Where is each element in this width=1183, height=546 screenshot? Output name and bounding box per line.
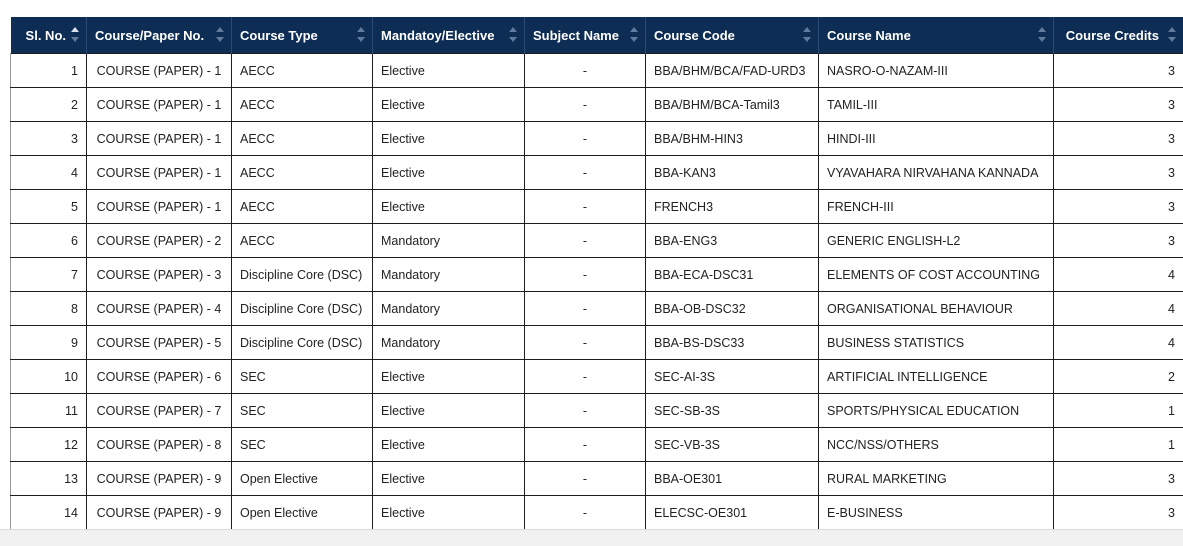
cell-sl-no: 7: [11, 258, 87, 292]
cell-subject-name: -: [525, 326, 646, 360]
cell-course-paper-no: COURSE (PAPER) - 1: [87, 190, 232, 224]
cell-course-type: Open Elective: [232, 462, 373, 496]
cell-course-name: ORGANISATIONAL BEHAVIOUR: [819, 292, 1054, 326]
cell-course-name: GENERIC ENGLISH-L2: [819, 224, 1054, 258]
sort-arrows-icon[interactable]: [630, 27, 638, 42]
cell-course-paper-no: COURSE (PAPER) - 1: [87, 54, 232, 88]
cell-course-name: ARTIFICIAL INTELLIGENCE: [819, 360, 1054, 394]
table-body: [11, 54, 1183, 530]
cell-course-credits: 4: [1054, 326, 1183, 360]
cell-course-paper-no: COURSE (PAPER) - 1: [87, 122, 232, 156]
cell-course-credits: 3: [1054, 122, 1183, 156]
table-row: [11, 292, 1183, 326]
cell-course-type: SEC: [232, 360, 373, 394]
cell-course-code: BBA-ENG3: [646, 224, 819, 258]
cell-course-code: SEC-SB-3S: [646, 394, 819, 428]
cell-mandatory-elective: Mandatory: [373, 224, 525, 258]
cell-course-code: BBA-OB-DSC32: [646, 292, 819, 326]
column-header-label: Sl. No.: [26, 28, 66, 43]
table-row: [11, 224, 1183, 258]
cell-course-type: Discipline Core (DSC): [232, 326, 373, 360]
course-table-container: [10, 17, 1183, 530]
table-row: [11, 190, 1183, 224]
table-row: [11, 54, 1183, 88]
cell-mandatory-elective: Mandatory: [373, 292, 525, 326]
column-header-label: Mandatoy/Elective: [381, 28, 494, 43]
cell-course-paper-no: COURSE (PAPER) - 6: [87, 360, 232, 394]
cell-course-type: AECC: [232, 88, 373, 122]
cell-course-paper-no: COURSE (PAPER) - 1: [87, 88, 232, 122]
cell-course-code: BBA-KAN3: [646, 156, 819, 190]
column-header-course-code[interactable]: [646, 17, 819, 54]
sort-arrows-icon[interactable]: [216, 27, 224, 42]
cell-subject-name: -: [525, 190, 646, 224]
cell-course-type: AECC: [232, 54, 373, 88]
cell-subject-name: -: [525, 88, 646, 122]
cell-mandatory-elective: Elective: [373, 496, 525, 530]
cell-subject-name: -: [525, 54, 646, 88]
cell-mandatory-elective: Elective: [373, 190, 525, 224]
cell-course-credits: 3: [1054, 156, 1183, 190]
column-header-label: Course Code: [654, 28, 735, 43]
cell-subject-name: -: [525, 292, 646, 326]
cell-mandatory-elective: Elective: [373, 462, 525, 496]
cell-subject-name: -: [525, 122, 646, 156]
cell-subject-name: -: [525, 496, 646, 530]
cell-subject-name: -: [525, 394, 646, 428]
table-row: [11, 122, 1183, 156]
cell-course-type: SEC: [232, 394, 373, 428]
cell-course-name: NCC/NSS/OTHERS: [819, 428, 1054, 462]
cell-course-paper-no: COURSE (PAPER) - 3: [87, 258, 232, 292]
table-row: [11, 326, 1183, 360]
cell-course-code: BBA/BHM/BCA/FAD-URD3: [646, 54, 819, 88]
cell-course-code: BBA/BHM/BCA-Tamil3: [646, 88, 819, 122]
cell-course-credits: 3: [1054, 224, 1183, 258]
cell-course-code: SEC-VB-3S: [646, 428, 819, 462]
table-row: [11, 496, 1183, 530]
cell-course-name: SPORTS/PHYSICAL EDUCATION: [819, 394, 1054, 428]
course-table: [10, 17, 1183, 530]
cell-subject-name: -: [525, 258, 646, 292]
cell-course-credits: 1: [1054, 428, 1183, 462]
table-row: [11, 88, 1183, 122]
cell-course-name: ELEMENTS OF COST ACCOUNTING: [819, 258, 1054, 292]
cell-sl-no: 8: [11, 292, 87, 326]
table-row: [11, 360, 1183, 394]
column-header-course-credits[interactable]: [1054, 17, 1183, 54]
cell-sl-no: 13: [11, 462, 87, 496]
sort-arrows-icon[interactable]: [1168, 27, 1176, 42]
cell-mandatory-elective: Elective: [373, 122, 525, 156]
cell-mandatory-elective: Mandatory: [373, 326, 525, 360]
table-row: [11, 258, 1183, 292]
cell-sl-no: 12: [11, 428, 87, 462]
cell-course-name: BUSINESS STATISTICS: [819, 326, 1054, 360]
cell-course-code: ELECSC-OE301: [646, 496, 819, 530]
table-row: [11, 394, 1183, 428]
cell-course-paper-no: COURSE (PAPER) - 4: [87, 292, 232, 326]
cell-subject-name: -: [525, 156, 646, 190]
sort-ascending-icon[interactable]: [71, 27, 79, 42]
cell-sl-no: 2: [11, 88, 87, 122]
cell-course-name: HINDI-III: [819, 122, 1054, 156]
cell-course-name: VYAVAHARA NIRVAHANA KANNADA: [819, 156, 1054, 190]
cell-course-credits: 4: [1054, 292, 1183, 326]
sort-arrows-icon[interactable]: [1038, 27, 1046, 42]
cell-course-code: BBA-BS-DSC33: [646, 326, 819, 360]
cell-course-credits: 3: [1054, 190, 1183, 224]
cell-subject-name: -: [525, 462, 646, 496]
cell-course-type: AECC: [232, 190, 373, 224]
cell-course-type: Open Elective: [232, 496, 373, 530]
horizontal-scrollbar[interactable]: [0, 529, 1183, 546]
cell-course-name: TAMIL-III: [819, 88, 1054, 122]
sort-arrows-icon[interactable]: [803, 27, 811, 42]
sort-arrows-icon[interactable]: [357, 27, 365, 42]
cell-subject-name: -: [525, 428, 646, 462]
cell-course-name: E-BUSINESS: [819, 496, 1054, 530]
column-header-sl-no[interactable]: [11, 17, 87, 54]
cell-sl-no: 6: [11, 224, 87, 258]
cell-subject-name: -: [525, 360, 646, 394]
column-header-label: Course Name: [827, 28, 911, 43]
cell-course-credits: 4: [1054, 258, 1183, 292]
cell-course-type: SEC: [232, 428, 373, 462]
cell-course-paper-no: COURSE (PAPER) - 5: [87, 326, 232, 360]
cell-course-type: Discipline Core (DSC): [232, 258, 373, 292]
table-row: [11, 428, 1183, 462]
cell-sl-no: 3: [11, 122, 87, 156]
cell-course-code: BBA-ECA-DSC31: [646, 258, 819, 292]
cell-course-name: RURAL MARKETING: [819, 462, 1054, 496]
sort-arrows-icon[interactable]: [509, 27, 517, 42]
cell-course-paper-no: COURSE (PAPER) - 9: [87, 496, 232, 530]
cell-sl-no: 10: [11, 360, 87, 394]
cell-course-type: AECC: [232, 122, 373, 156]
cell-sl-no: 11: [11, 394, 87, 428]
cell-course-code: FRENCH3: [646, 190, 819, 224]
column-header-course-type[interactable]: [232, 17, 373, 54]
cell-course-credits: 1: [1054, 394, 1183, 428]
cell-sl-no: 4: [11, 156, 87, 190]
cell-mandatory-elective: Elective: [373, 428, 525, 462]
cell-subject-name: -: [525, 224, 646, 258]
cell-course-type: AECC: [232, 156, 373, 190]
column-header-mandatory-elective[interactable]: [373, 17, 525, 54]
table-header-row: [11, 17, 1183, 54]
cell-course-paper-no: COURSE (PAPER) - 2: [87, 224, 232, 258]
cell-course-paper-no: COURSE (PAPER) - 7: [87, 394, 232, 428]
cell-mandatory-elective: Elective: [373, 54, 525, 88]
cell-course-credits: 3: [1054, 88, 1183, 122]
cell-course-type: Discipline Core (DSC): [232, 292, 373, 326]
column-header-subject-name[interactable]: [525, 17, 646, 54]
cell-mandatory-elective: Elective: [373, 394, 525, 428]
cell-sl-no: 5: [11, 190, 87, 224]
column-header-course-paper-no[interactable]: [87, 17, 232, 54]
cell-course-credits: 2: [1054, 360, 1183, 394]
table-row: [11, 462, 1183, 496]
column-header-label: Course/Paper No.: [95, 28, 204, 43]
cell-course-name: FRENCH-III: [819, 190, 1054, 224]
cell-course-paper-no: COURSE (PAPER) - 1: [87, 156, 232, 190]
cell-mandatory-elective: Elective: [373, 88, 525, 122]
cell-course-credits: 3: [1054, 496, 1183, 530]
cell-course-paper-no: COURSE (PAPER) - 9: [87, 462, 232, 496]
column-header-label: Course Type: [240, 28, 318, 43]
cell-course-code: BBA-OE301: [646, 462, 819, 496]
cell-mandatory-elective: Elective: [373, 360, 525, 394]
cell-course-credits: 3: [1054, 54, 1183, 88]
column-header-course-name[interactable]: [819, 17, 1054, 54]
cell-course-type: AECC: [232, 224, 373, 258]
cell-sl-no: 14: [11, 496, 87, 530]
cell-course-credits: 3: [1054, 462, 1183, 496]
cell-mandatory-elective: Elective: [373, 156, 525, 190]
cell-course-code: BBA/BHM-HIN3: [646, 122, 819, 156]
cell-sl-no: 1: [11, 54, 87, 88]
table-row: [11, 156, 1183, 190]
cell-sl-no: 9: [11, 326, 87, 360]
cell-course-paper-no: COURSE (PAPER) - 8: [87, 428, 232, 462]
column-header-label: Course Credits: [1066, 28, 1159, 43]
cell-mandatory-elective: Mandatory: [373, 258, 525, 292]
cell-course-code: SEC-AI-3S: [646, 360, 819, 394]
column-header-label: Subject Name: [533, 28, 619, 43]
cell-course-name: NASRO-O-NAZAM-III: [819, 54, 1054, 88]
